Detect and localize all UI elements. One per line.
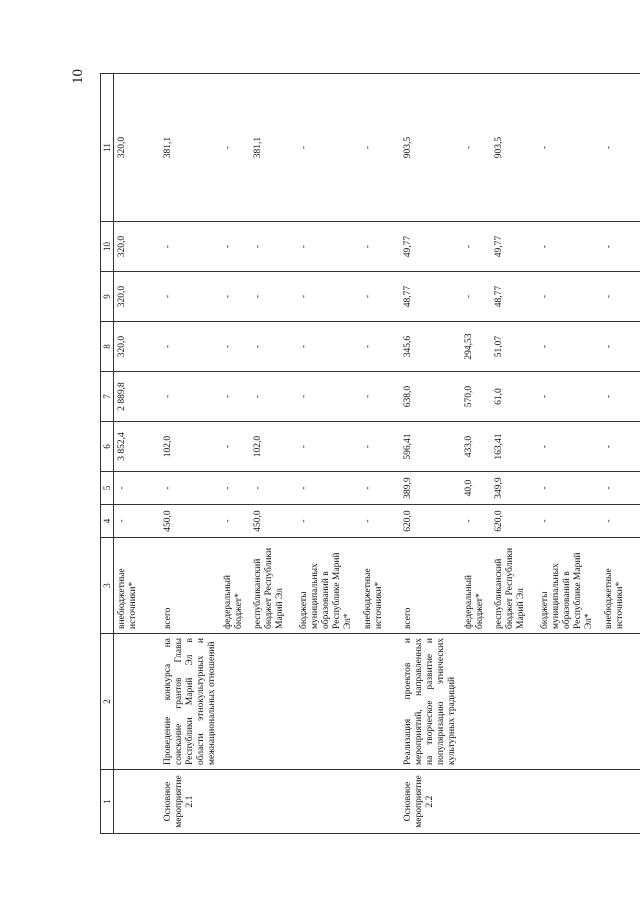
table-body: [114, 74, 640, 834]
value-cell: 2 889,8: [114, 372, 160, 422]
value-cell: -: [537, 272, 601, 322]
funding-source-cell: бюджеты муниципальных образований в Республике Марий Эл*: [537, 538, 601, 634]
value-cell: 450,0: [250, 505, 296, 538]
activity-name-cell: [601, 634, 640, 770]
value-cell: -: [220, 472, 250, 505]
value-cell: 163,41: [491, 422, 537, 472]
activity-name-cell: [537, 634, 601, 770]
activity-code-cell: Основное мероприятие 2.1: [160, 770, 221, 834]
value-cell: -: [220, 222, 250, 272]
value-cell: 381,1: [160, 74, 221, 222]
funding-source-cell: федеральный бюджет*: [461, 538, 491, 634]
activity-name-cell: [250, 634, 296, 770]
value-cell: -: [601, 372, 640, 422]
value-cell: 40,0: [461, 472, 491, 505]
value-cell: 102,0: [250, 422, 296, 472]
budget-table: [100, 73, 640, 834]
value-cell: -: [220, 422, 250, 472]
activity-code-cell: [360, 770, 400, 834]
value-cell: 620,0: [491, 505, 537, 538]
value-cell: -: [220, 505, 250, 538]
activity-name-cell: [491, 634, 537, 770]
value-cell: -: [220, 272, 250, 322]
value-cell: 320,0: [114, 74, 160, 222]
value-cell: -: [537, 505, 601, 538]
header-cell: 9: [101, 272, 114, 322]
funding-source-cell: федеральный бюджет*: [220, 538, 250, 634]
value-cell: 320,0: [114, 322, 160, 372]
value-cell: -: [360, 272, 400, 322]
value-cell: -: [160, 372, 221, 422]
value-cell: 389,9: [400, 472, 461, 505]
value-cell: -: [601, 472, 640, 505]
value-cell: -: [537, 472, 601, 505]
table-row: [296, 74, 360, 834]
value-cell: -: [360, 322, 400, 372]
value-cell: -: [220, 372, 250, 422]
value-cell: -: [296, 322, 360, 372]
value-cell: 294,53: [461, 322, 491, 372]
activity-code-cell: [220, 770, 250, 834]
value-cell: -: [160, 322, 221, 372]
table-header: [101, 74, 114, 834]
table-row: [360, 74, 400, 834]
table-row: [601, 74, 640, 834]
funding-source-cell: республиканский бюджет Республики Марий Эл: [491, 538, 537, 634]
funding-source-cell: внебюджетные источники*: [360, 538, 400, 634]
header-cell: 3: [101, 538, 114, 634]
value-cell: -: [220, 74, 250, 222]
value-cell: 51,07: [491, 322, 537, 372]
activity-code-cell: [491, 770, 537, 834]
activity-code-cell: [601, 770, 640, 834]
value-cell: 102,0: [160, 422, 221, 472]
activity-name-cell: [220, 634, 250, 770]
table-row: [220, 74, 250, 834]
value-cell: 345,6: [400, 322, 461, 372]
page-number: 10: [70, 69, 86, 84]
value-cell: -: [601, 322, 640, 372]
value-cell: 3 852,4: [114, 422, 160, 472]
value-cell: -: [250, 272, 296, 322]
funding-source-cell: внебюджетные источники*: [601, 538, 640, 634]
value-cell: -: [220, 322, 250, 372]
value-cell: -: [601, 422, 640, 472]
value-cell: -: [114, 505, 160, 538]
value-cell: 320,0: [114, 222, 160, 272]
value-cell: -: [296, 472, 360, 505]
value-cell: -: [296, 422, 360, 472]
table-row: [250, 74, 296, 834]
value-cell: -: [360, 372, 400, 422]
header-cell: 1: [101, 770, 114, 834]
activity-code-cell: [537, 770, 601, 834]
value-cell: 620,0: [400, 505, 461, 538]
funding-source-cell: всего: [400, 538, 461, 634]
header-cell: 7: [101, 372, 114, 422]
value-cell: -: [461, 74, 491, 222]
value-cell: 433,0: [461, 422, 491, 472]
funding-source-cell: республиканский бюджет Республики Марий Эл: [250, 538, 296, 634]
value-cell: -: [160, 222, 221, 272]
value-cell: -: [601, 74, 640, 222]
value-cell: 570,0: [461, 372, 491, 422]
rotated-table-container: [100, 74, 625, 834]
value-cell: 49,77: [491, 222, 537, 272]
value-cell: 381,1: [250, 74, 296, 222]
header-cell: 2: [101, 634, 114, 770]
table-row: [461, 74, 491, 834]
header-cell: 8: [101, 322, 114, 372]
value-cell: -: [537, 322, 601, 372]
value-cell: 638,0: [400, 372, 461, 422]
table-row: [400, 74, 461, 834]
value-cell: -: [296, 222, 360, 272]
value-cell: 903,5: [400, 74, 461, 222]
funding-source-cell: всего: [160, 538, 221, 634]
value-cell: -: [537, 422, 601, 472]
value-cell: 49,77: [400, 222, 461, 272]
value-cell: -: [461, 505, 491, 538]
value-cell: -: [250, 222, 296, 272]
value-cell: -: [360, 472, 400, 505]
header-cell: 4: [101, 505, 114, 538]
value-cell: 903,5: [491, 74, 537, 222]
value-cell: 320,0: [114, 272, 160, 322]
value-cell: -: [601, 272, 640, 322]
value-cell: -: [114, 472, 160, 505]
value-cell: -: [296, 74, 360, 222]
header-cell: 11: [101, 74, 114, 222]
value-cell: -: [537, 372, 601, 422]
header-cell: 5: [101, 472, 114, 505]
value-cell: -: [250, 472, 296, 505]
value-cell: -: [250, 322, 296, 372]
value-cell: -: [461, 222, 491, 272]
funding-source-cell: внебюджетные источники*: [114, 538, 160, 634]
activity-code-cell: [250, 770, 296, 834]
value-cell: -: [360, 74, 400, 222]
value-cell: 596,41: [400, 422, 461, 472]
value-cell: -: [537, 222, 601, 272]
value-cell: -: [160, 272, 221, 322]
table-row: [114, 74, 160, 834]
activity-name-cell: [461, 634, 491, 770]
value-cell: 48,77: [491, 272, 537, 322]
table-row: [491, 74, 537, 834]
value-cell: -: [601, 222, 640, 272]
value-cell: -: [250, 372, 296, 422]
value-cell: 61,0: [491, 372, 537, 422]
value-cell: -: [296, 372, 360, 422]
activity-code-cell: [461, 770, 491, 834]
value-cell: -: [360, 422, 400, 472]
value-cell: -: [296, 272, 360, 322]
value-cell: 349,9: [491, 472, 537, 505]
activity-name-cell: [296, 634, 360, 770]
table-row: [160, 74, 221, 834]
value-cell: -: [461, 272, 491, 322]
activity-name-cell: [114, 634, 160, 770]
value-cell: -: [360, 222, 400, 272]
activity-code-cell: Основное мероприятие 2.2: [400, 770, 461, 834]
value-cell: -: [296, 505, 360, 538]
value-cell: -: [160, 472, 221, 505]
value-cell: 48,77: [400, 272, 461, 322]
table-row: [537, 74, 601, 834]
activity-name-cell: [360, 634, 400, 770]
value-cell: -: [360, 505, 400, 538]
value-cell: -: [537, 74, 601, 222]
activity-name-cell: Реализация проектов и мероприятий, направленных на творческое развитие и популяризацию этнических культурных традиций: [400, 634, 461, 770]
value-cell: -: [601, 505, 640, 538]
funding-source-cell: бюджеты муниципальных образований в Республике Марий Эл*: [296, 538, 360, 634]
activity-name-cell: Проведение конкурса на соискание грантов Главы Республики Марий Эл в области этнокультурных и межнациональных отношений: [160, 634, 221, 770]
activity-code-cell: [114, 770, 160, 834]
header-cell: 6: [101, 422, 114, 472]
header-cell: 10: [101, 222, 114, 272]
activity-code-cell: [296, 770, 360, 834]
value-cell: 450,0: [160, 505, 221, 538]
